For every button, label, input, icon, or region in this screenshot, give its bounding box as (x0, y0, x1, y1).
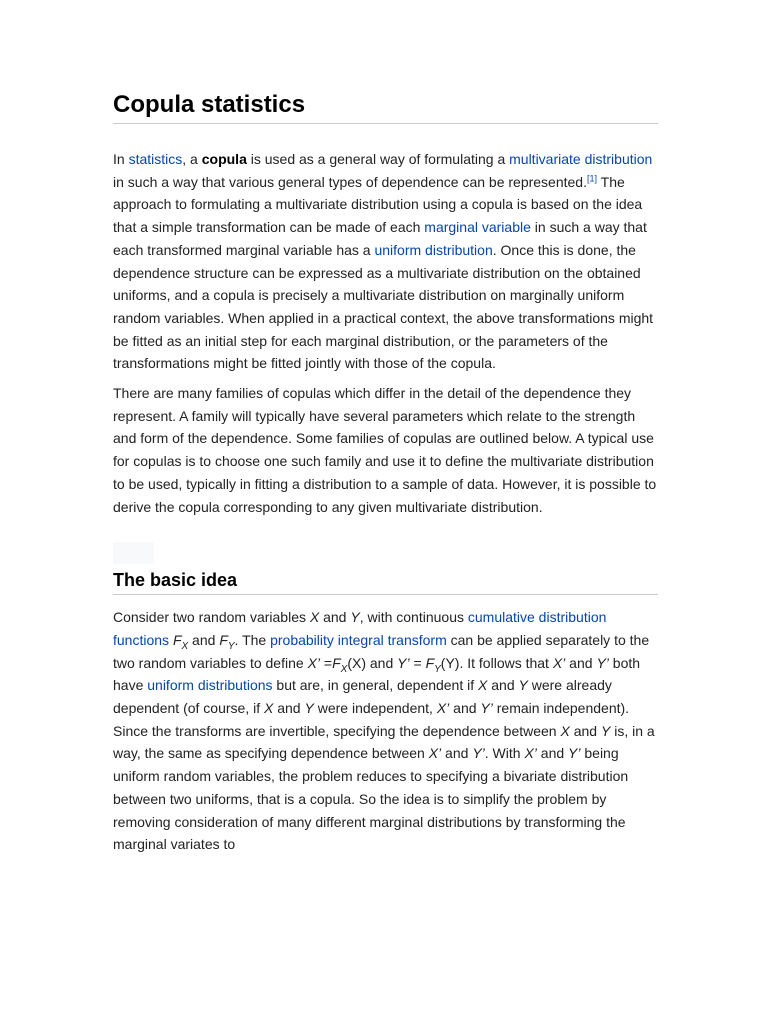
reference-1[interactable]: [1] (586, 173, 597, 184)
article-content (113, 88, 658, 856)
term-copula: copula (201, 151, 247, 167)
link-cumulative-distribution-functions[interactable]: cumulative distribution functions (113, 609, 607, 648)
link-statistics[interactable]: statistics (128, 151, 183, 167)
link-multivariate-distribution[interactable]: multivariate distribution (509, 151, 653, 167)
section-heading-basic-idea: The basic idea (113, 568, 658, 595)
link-probability-integral-transform[interactable]: probability integral transform (270, 631, 447, 648)
intro-paragraph-1: In statistics, a copula is used as a general way of formulating a multivariate distribution in such a way that various general types of dependence can be represented.[1] The approach to formulating a multivariate distribution using a copula is based on the idea that a simple transformation can be made of each marginal variable in such a way that each transformed marginal variable has a uniform distribution. Once this is done, the dependence structure can be expressed as a multivariate distribution on the obtained uniforms, and a copula is precisely a multivariate distribution on marginally uniform random variables. When applied in a practical context, the above transformations might be fitted as an initial step for each marginal distribution, or the parameters of the transformations might be fitted jointly with those of the copula. (113, 151, 654, 372)
page-title: Copula statistics (113, 88, 658, 124)
link-marginal-variable[interactable]: marginal variable (424, 219, 531, 236)
link-uniform-distributions[interactable]: uniform distributions (147, 677, 273, 694)
section-placeholder-box (113, 542, 154, 564)
intro-paragraph-2: There are many families of copulas which differ in the detail of the dependence they represent. A family will typically have several parameters which relate to the strength and form of the dependence. Some families of copulas are outlined below. A typical use for copulas is to choose one such family and use it to define the multivariate distribution to be used, typically in fitting a distribution to a sample of data. However, it is possible to derive the copula corresponding to any given multivariate distribution. (113, 385, 657, 515)
basic-idea-paragraph: Consider two random variables X and Y, with continuous cumulative distribution functions $F_X$ and $F_Y$. The probability integral transform can be applied separately to the two random variables to define X’ $=F_X(X)$ and Y’ = $F_Y(Y)$. It follows that X’ and Y’ both have uniform distributions but are, in general, dependent if X and Y were already dependent (of course, if X and Y were independent, X’ and Y’ remain independent). Since the transforms are invertible, specifying the dependence between X and Y is, in a way, the same as specifying dependence between X’ and Y’. With X’ and Y’ being uniform random variables, the problem reduces to specifying a bivariate distribution between two uniforms, that is a copula. So the idea is to simplify the problem by removing consideration of many different marginal distributions by transforming the marginal variates to (113, 609, 655, 853)
link-uniform-distribution[interactable]: uniform distribution (374, 241, 493, 258)
